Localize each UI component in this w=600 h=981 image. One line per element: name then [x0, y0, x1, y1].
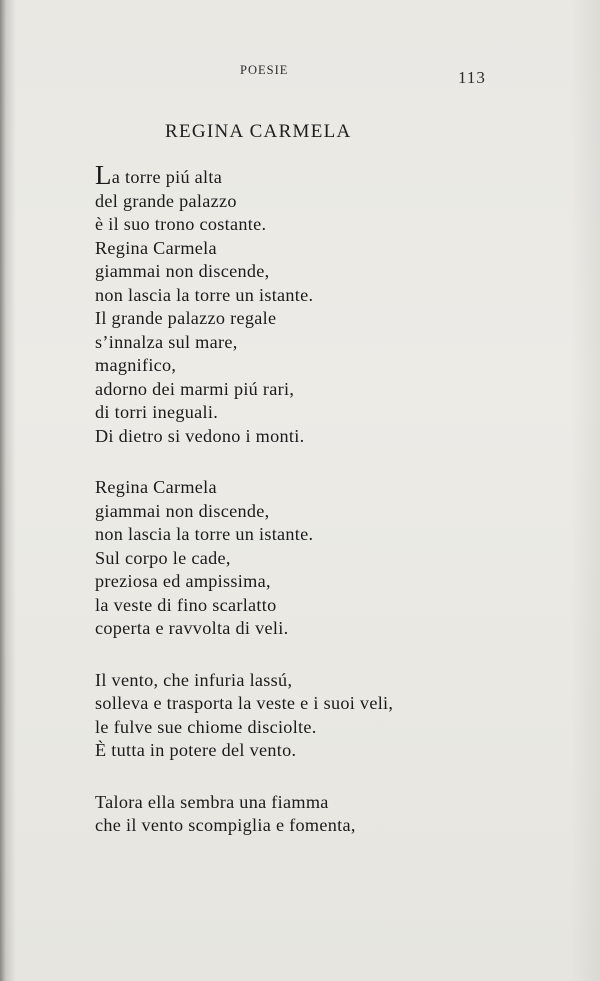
poem-line: adorno dei marmi piú rari,	[95, 378, 295, 399]
page-number: 113	[458, 68, 486, 87]
poem-line: le fulve sue chiome disciolte.	[95, 716, 317, 737]
poem-line	[95, 160, 515, 190]
poem-line: È tutta in potere del vento.	[95, 740, 297, 760]
poem-line: Di dietro si vedono i monti.	[95, 425, 305, 446]
poem-line: giammai non discende,	[95, 500, 270, 521]
poem-line: solleva e trasporta la veste e i suoi veli,	[95, 693, 394, 713]
poem-line: coperta e ravvolta di veli.	[95, 618, 289, 638]
poem-line: non lascia la torre un istante.	[95, 524, 314, 544]
poem-line: Talora ella sembra una fiamma	[95, 791, 329, 812]
poem-line: Il grande palazzo regale	[95, 308, 277, 328]
poem-line: non lascia la torre un istante.	[95, 284, 314, 305]
stanza-3	[95, 669, 515, 763]
poem-title: REGINA CARMELA	[165, 121, 352, 142]
poem-line: Il vento, che infuria lassú,	[95, 669, 293, 690]
stanza-1	[95, 160, 515, 448]
poem-line: Sul corpo le cade,	[95, 547, 231, 568]
poem-line: magnifico,	[95, 355, 177, 375]
first-line-text: a torre piú alta	[111, 167, 223, 187]
poem-line: è il suo trono costante.	[95, 214, 267, 234]
poem-line: di torri ineguali.	[95, 402, 219, 422]
stanza-2	[95, 476, 515, 641]
poem-line: del grande palazzo	[95, 190, 237, 211]
poem-line: giammai non discende,	[95, 261, 270, 281]
initial-letter: L	[95, 160, 112, 190]
poem-line: s’innalza sul mare,	[95, 331, 238, 352]
poem-line: preziosa ed ampissima,	[95, 571, 271, 591]
poem-body	[95, 160, 515, 866]
running-head: POESIE	[240, 63, 289, 77]
poem-line: la veste di fino scarlatto	[95, 594, 277, 615]
poem-line: Regina Carmela	[95, 237, 217, 258]
poem-line: che il vento scompiglia e fomenta,	[95, 815, 356, 835]
stanza-4	[95, 791, 515, 838]
poem-line: Regina Carmela	[95, 477, 217, 497]
